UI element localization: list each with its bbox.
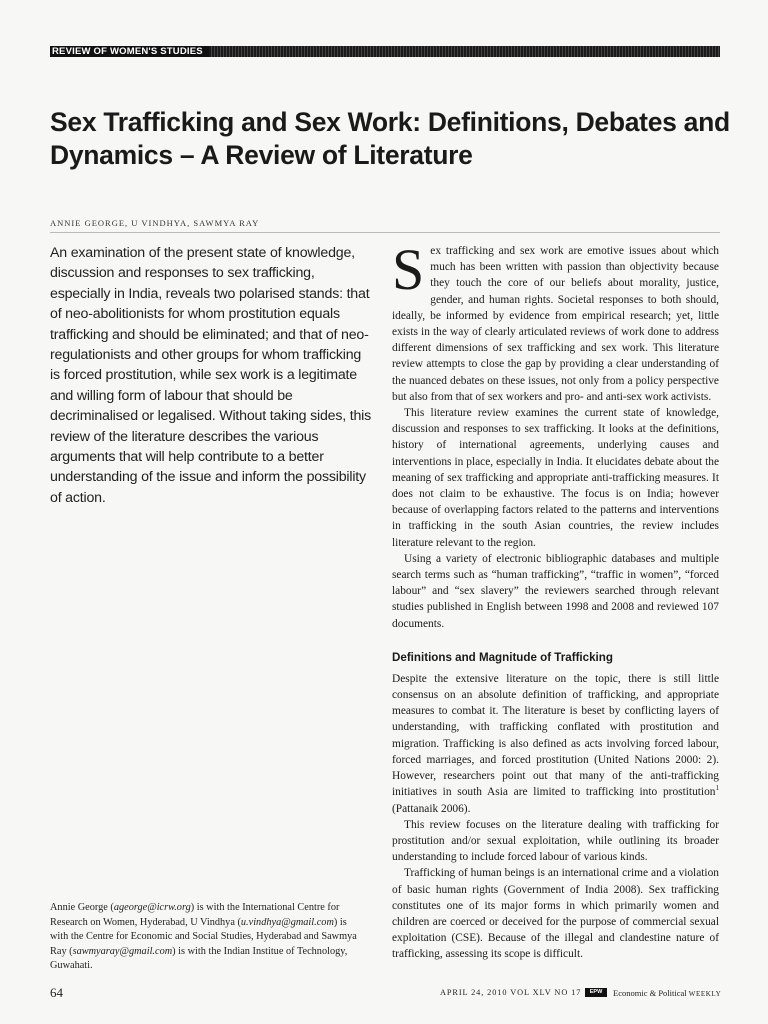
page-footer — [0, 985, 768, 1005]
section-bar — [50, 46, 720, 57]
drop-cap: S — [392, 237, 425, 302]
paragraph: Sex trafficking and sex work are emotive issues about which much has been written with passion than objectivity because they touch the core of our beliefs about morality, justice, gender, and human rights. Societal responses to both should, ideally, be informed by evidence from empirical research; yet, little exists in the way of clearly articulated reviews of work done to address different dimensions of sex trafficking and sex work. This literature review attempts to close the gap by providing a clear understanding of the nuanced debates on these issues, not only from a policy perspective but also from that of sex workers and pro- and anti-sex work activists. — [392, 237, 719, 403]
section-heading: Definitions and Magnitude of Trafficking — [392, 650, 613, 664]
author-affiliation: Annie George (ageorge@icrw.org) is with the International Centre for Research on Women, Hyderabad, U Vindhya (u.vindhya@gmail.com) is with the Centre for Economic and Social Studies, Hyderabad and Sawmya Ray (sawmyaray@gmail.com) is with the Indian Institue of Technology, Guwahati. — [50, 902, 357, 972]
paragraph: This review focuses on the literature dealing with trafficking for prostitution and/or sexual exploitation, while outlining its broader understanding to include forced labour of various kinds. — [392, 818, 719, 864]
paragraph: Using a variety of electronic bibliographic databases and multiple search terms such as “human trafficking”, “traffic in women”, “forced labour” and “sex slavery” the reviewers searched through relevant studies published in English between 1998 and 2008 and reviewed 107 documents. — [392, 552, 719, 630]
paragraph: Trafficking of human beings is an international crime and a violation of basic human rights (Government of India 2008). Sex trafficking constitutes one of its major forms in which primarily women and children are coerced or deceived for the purpose of commercial sexual exploitation (CSE). Because of the illegal and clandestine nature of trafficking, assessing its scope is difficult. — [392, 867, 719, 961]
email-link[interactable]: sawmyaray@gmail.com — [72, 945, 173, 957]
abstract: An examination of the present state of knowledge, discussion and responses to sex trafficking, especially in India, reveals two polarised stands: that of neo-abolitionists for whom prostitution equals trafficking and should be eliminated; and that of neo-regulationists and other groups for whom trafficking is forced prostitution, while sex work is a legitimate and willing form of labour that should be decriminalised or legalised. Without taking sides, this review of the literature describes the various arguments that will help contribute to a better understanding of the issue and inform the possibility of action. — [50, 245, 371, 506]
journal-name: Economic & Political WEEKLY — [613, 988, 722, 998]
article-title: Sex Trafficking and Sex Work: Definitions, Debates and Dynamics – A Review of Literature — [50, 107, 730, 170]
email-link[interactable]: u.vindhya@gmail.com — [240, 916, 334, 928]
authors-line: ANNIE GEORGE, U VINDHYA, SAWMYA RAY — [50, 218, 260, 228]
article-body — [392, 237, 719, 963]
issue-info: APRIL 24, 2010 VOL XLV NO 17 — [440, 988, 582, 997]
paragraph: Despite the extensive literature on the topic, there is still little consensus on an absolute definition of trafficking, and appropriate measures to combat it. The literature is beset by conflicting layers of understanding, with trafficking conflated with prostitution and migration. Trafficking is also defined as acts involving forced labour, forced marriages, and forced prostitution (United Nations 2000: 2). However, researchers point out that many of the anti-trafficking initiatives in south Asia are limited to trafficking into prostitution$^1$ (Pattanaik 2006). — [392, 672, 719, 815]
section-label: REVIEW OF WOMEN'S STUDIES — [50, 46, 209, 57]
header-rule — [50, 232, 720, 233]
epw-logo: EPW — [585, 988, 607, 997]
paragraph: This literature review examines the current state of knowledge, discussion and responses to sex trafficking. It looks at the definitions, history of international agreements, underlying causes and interventions in place, especially in India. It elucidates debate about the meaning of sex trafficking and appropriate anti-trafficking measures. It does not claim to be exhaustive. The focus is on India; however because of overlapping factors related to the patterns and interventions in trafficking in the south Asian countries, the review includes literature relevant to the region. — [392, 407, 719, 549]
email-link[interactable]: ageorge@icrw.org — [113, 902, 191, 913]
footnote-marker[interactable]: 1 — [715, 784, 719, 793]
page-number: 64 — [50, 985, 63, 1000]
